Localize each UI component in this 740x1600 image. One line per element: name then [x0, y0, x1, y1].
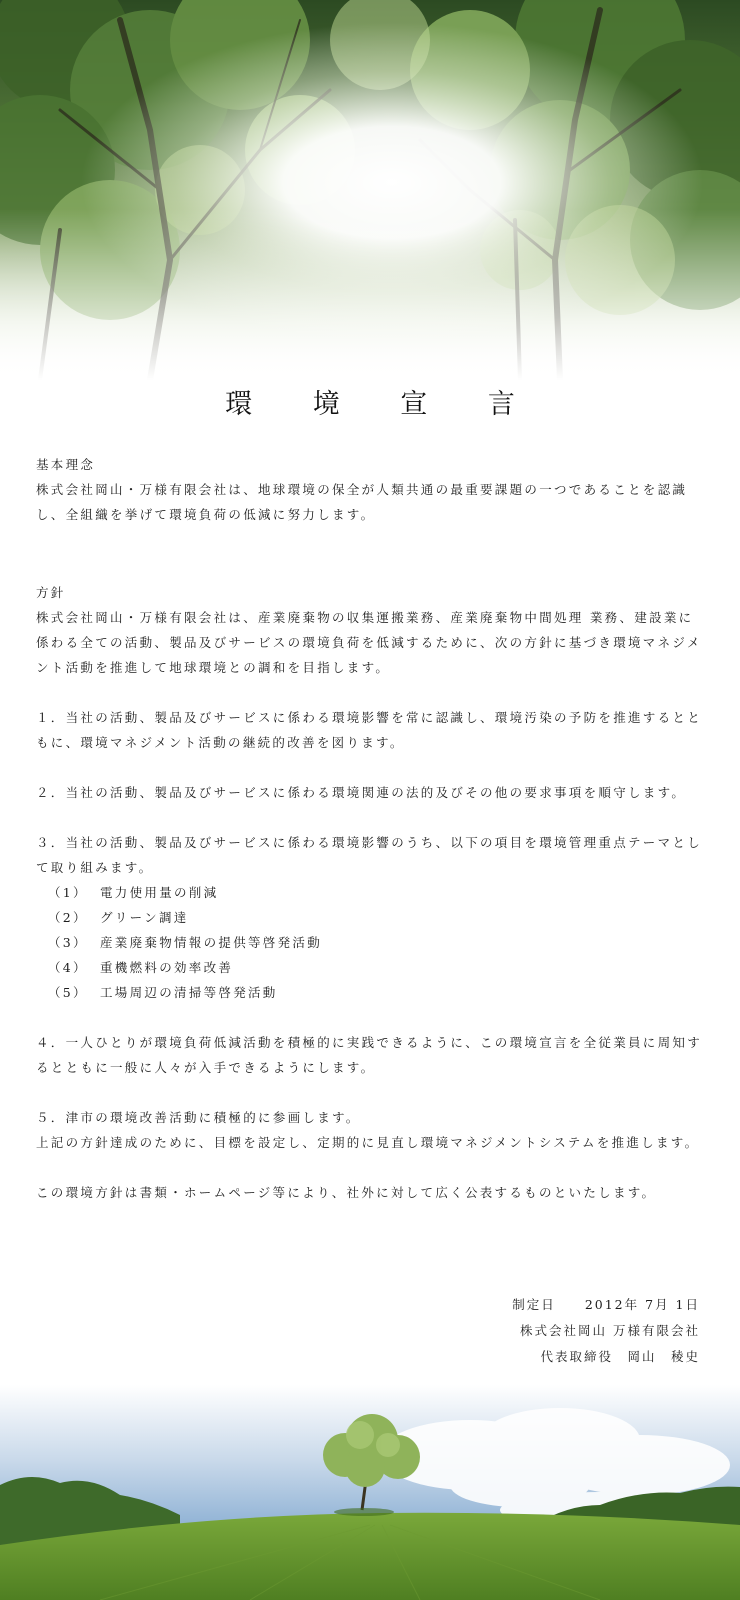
theme-item — [36, 905, 706, 930]
company-name: 株式会社岡山 万様有限会社 — [520, 1323, 700, 1338]
theme-label: 産業廃棄物情報の提供等啓発活動 — [100, 935, 323, 950]
theme-number: （4） — [48, 960, 88, 975]
policy-point-5: ５．津市の環境改善活動に積極的に参画します。 — [36, 1110, 361, 1125]
theme-number: （5） — [48, 985, 88, 1000]
closing-statement: 上記の方針達成のために、目標を設定し、定期的に見直し環境マネジメントシステムを推進します。 — [36, 1135, 700, 1150]
page-title: 環 境 宣 言 — [225, 389, 541, 420]
theme-label: 工場周辺の清掃等啓発活動 — [100, 985, 278, 1000]
policy-point-2: ２．当社の活動、製品及びサービスに係わる環境関連の法的及びその他の要求事項を順守します。 — [36, 785, 687, 800]
policy-point-1: １．当社の活動、製品及びサービスに係わる環境影響を常に認識し、環境汚染の予防を推進するとともに、環境マネジメント活動の継続的改善を図ります。 — [36, 710, 703, 750]
forest-banner-image — [0, 0, 740, 380]
theme-number: （2） — [48, 910, 88, 925]
policy-text: 株式会社岡山・万様有限会社は、産業廃棄物の収集運搬業務、産業廃棄物中間処理 業務、建設業に係わる全ての活動、製品及びサービスの環境負荷を低減するために、次の方針に基づき環境マネジメント活動を推進して地球環境との調和を目指します。 — [36, 610, 702, 675]
theme-label: 電力使用量の削減 — [100, 885, 219, 900]
theme-number: （1） — [48, 885, 88, 900]
philosophy-text: 株式会社岡山・万様有限会社は、地球環境の保全が人類共通の最重要課題の一つであることを認識し、全組織を挙げて環境負荷の低減に努力します。 — [36, 482, 688, 522]
theme-item — [36, 980, 706, 1005]
theme-label: グリーン調達 — [100, 910, 189, 925]
policy-point-3: ３．当社の活動、製品及びサービスに係わる環境影響のうち、以下の項目を環境管理重点テーマとして取り組みます。 — [36, 835, 703, 875]
philosophy-heading: 基本理念 — [36, 457, 96, 472]
representative-name: 代表取締役 岡山 稜史 — [540, 1349, 700, 1364]
theme-item — [36, 880, 706, 905]
theme-list — [36, 880, 706, 1005]
enactment-date: 2012年 7月 1日 — [584, 1297, 700, 1312]
enactment-date-row — [512, 1292, 700, 1318]
policy-point-4: ４．一人ひとりが環境負荷低減活動を積極的に実践できるように、この環境宣言を全従業員に周知するとともに一般に人々が入手できるようにします。 — [36, 1035, 703, 1075]
policy-heading: 方針 — [36, 585, 66, 600]
enactment-date-label: 制定日 — [512, 1297, 556, 1312]
declaration-body — [36, 452, 706, 1205]
theme-number: （3） — [48, 935, 88, 950]
theme-item — [36, 955, 706, 980]
theme-item — [36, 930, 706, 955]
meadow-tree-image — [0, 1385, 740, 1600]
signature-block — [512, 1292, 700, 1370]
theme-label: 重機燃料の効率改善 — [100, 960, 234, 975]
publication-statement: この環境方針は書類・ホームページ等により、社外に対して広く公表するものといたします。 — [36, 1185, 657, 1200]
